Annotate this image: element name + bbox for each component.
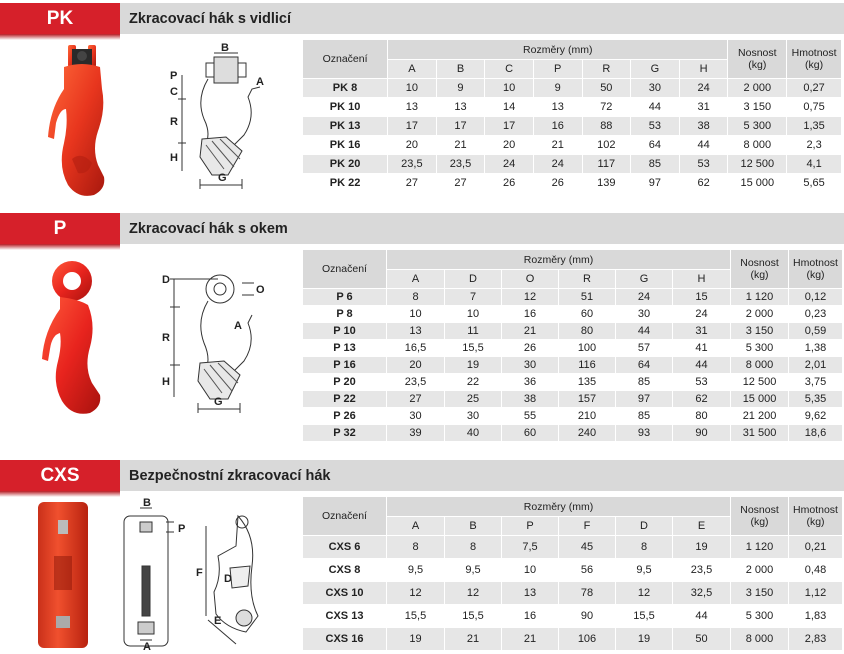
table-cell: 15,5 <box>445 605 502 628</box>
table-cell: 10 <box>387 306 445 323</box>
drawing-label-o: O <box>256 284 265 296</box>
table-cell: 5,65 <box>787 174 842 193</box>
table-cell: 8 <box>616 536 673 559</box>
table-cell: 14 <box>485 98 534 117</box>
table-cell: 19 <box>445 357 502 374</box>
table-cell: 17 <box>485 117 534 136</box>
table-cell: 1,12 <box>789 582 843 605</box>
table-cell: 116 <box>559 357 616 374</box>
table-row <box>303 174 842 193</box>
table-cell: 2 000 <box>731 559 789 582</box>
table-row <box>303 98 842 117</box>
table-cell: 30 <box>631 79 680 98</box>
product-code-cell: P 6 <box>303 289 387 306</box>
table-cell: 24 <box>679 79 728 98</box>
table-cell: 27 <box>388 174 437 193</box>
table-cell: 135 <box>559 374 616 391</box>
table-cell: 26 <box>502 340 559 357</box>
table-cell: 72 <box>582 98 631 117</box>
drawing-label-b: B <box>143 497 151 509</box>
column-header: R <box>582 60 631 79</box>
table-row <box>303 536 843 559</box>
column-header-name: Označení <box>303 40 388 79</box>
table-cell: 1,35 <box>787 117 842 136</box>
table-cell: 23,5 <box>673 559 731 582</box>
table-cell: 8 000 <box>731 357 789 374</box>
table-cell: 7 <box>445 289 502 306</box>
column-header: D <box>445 270 502 289</box>
table-row <box>303 628 843 651</box>
table-cell: 0,12 <box>789 289 843 306</box>
product-code-cell: P 8 <box>303 306 387 323</box>
table-cell: 210 <box>559 408 616 425</box>
table-cell: 15,5 <box>387 605 445 628</box>
table-cell: 31 <box>679 98 728 117</box>
table-cell: 16 <box>502 605 559 628</box>
table-cell: 97 <box>631 174 680 193</box>
product-code-cell: CXS 8 <box>303 559 387 582</box>
column-header-dimensions: Rozměry (mm) <box>388 40 728 60</box>
table-cell: 38 <box>679 117 728 136</box>
table-cell: 15 000 <box>728 174 787 193</box>
product-code-cell: P 26 <box>303 408 387 425</box>
table-cell: 85 <box>616 374 673 391</box>
table-cell: 15,5 <box>616 605 673 628</box>
column-header-dimensions: Rozměry (mm) <box>387 250 731 270</box>
table-cell: 97 <box>616 391 673 408</box>
table-cell: 40 <box>445 425 502 442</box>
table-cell: 21 <box>445 628 502 651</box>
table-cell: 12 500 <box>731 374 789 391</box>
table-row <box>303 582 843 605</box>
drawing-label-r: R <box>170 116 178 128</box>
table-cell: 60 <box>559 306 616 323</box>
table-cell: 22 <box>445 374 502 391</box>
table-row <box>303 425 843 442</box>
table-row <box>303 559 843 582</box>
table-cell: 9,5 <box>445 559 502 582</box>
column-header: A <box>387 270 445 289</box>
clevis-hook-drawing <box>160 39 275 189</box>
table-cell: 64 <box>616 357 673 374</box>
column-header-dimensions: Rozměry (mm) <box>387 497 731 517</box>
section-header-bar <box>0 213 844 244</box>
table-cell: 19 <box>673 536 731 559</box>
table-row <box>303 79 842 98</box>
table-row <box>303 357 843 374</box>
table-cell: 56 <box>559 559 616 582</box>
column-header: G <box>616 270 673 289</box>
table-cell: 23,5 <box>388 155 437 174</box>
table-cell: 0,23 <box>789 306 843 323</box>
spec-table-pk <box>302 39 842 193</box>
table-cell: 8 000 <box>728 136 787 155</box>
table-cell: 1 120 <box>731 289 789 306</box>
drawing-label-b: B <box>221 42 229 54</box>
table-cell: 80 <box>559 323 616 340</box>
table-cell: 12 <box>445 582 502 605</box>
table-cell: 23,5 <box>387 374 445 391</box>
column-header: G <box>631 60 680 79</box>
column-header-name: Označení <box>303 250 387 289</box>
table-cell: 19 <box>387 628 445 651</box>
product-code-cell: PK 16 <box>303 136 388 155</box>
table-cell: 64 <box>631 136 680 155</box>
table-cell: 45 <box>559 536 616 559</box>
column-header-load: Nosnost (kg) <box>731 497 789 536</box>
table-row <box>303 117 842 136</box>
product-code-cell: CXS 10 <box>303 582 387 605</box>
drawing-label-g: G <box>218 172 227 184</box>
table-cell: 30 <box>445 408 502 425</box>
table-cell: 139 <box>582 174 631 193</box>
table-cell: 2,83 <box>789 628 843 651</box>
table-cell: 5 300 <box>728 117 787 136</box>
column-header: C <box>485 60 534 79</box>
table-cell: 11 <box>445 323 502 340</box>
table-cell: 53 <box>673 374 731 391</box>
table-cell: 1,38 <box>789 340 843 357</box>
table-cell: 44 <box>673 357 731 374</box>
table-cell: 16 <box>502 306 559 323</box>
drawing-label-d: D <box>224 573 232 585</box>
column-header: H <box>673 270 731 289</box>
table-cell: 7,5 <box>502 536 559 559</box>
table-cell: 18,6 <box>789 425 843 442</box>
product-code-cell: CXS 13 <box>303 605 387 628</box>
table-cell: 5 300 <box>731 605 789 628</box>
table-cell: 90 <box>559 605 616 628</box>
section-code-tag: PK <box>0 3 120 34</box>
table-cell: 44 <box>631 98 680 117</box>
drawing-label-p: P <box>178 523 186 535</box>
section-header-bar <box>0 3 844 34</box>
column-header: A <box>387 517 445 536</box>
table-cell: 9 <box>533 79 582 98</box>
table-cell: 21 <box>436 136 485 155</box>
table-cell: 10 <box>485 79 534 98</box>
table-cell: 44 <box>616 323 673 340</box>
table-row <box>303 136 842 155</box>
table-cell: 0,75 <box>787 98 842 117</box>
table-cell: 57 <box>616 340 673 357</box>
column-header-weight: Hmotnost (kg) <box>789 497 843 536</box>
column-header-name: Označení <box>303 497 387 536</box>
table-cell: 13 <box>388 98 437 117</box>
table-cell: 55 <box>502 408 559 425</box>
table-cell: 24 <box>616 289 673 306</box>
table-cell: 53 <box>631 117 680 136</box>
table-cell: 30 <box>502 357 559 374</box>
table-cell: 31 <box>673 323 731 340</box>
table-cell: 13 <box>502 582 559 605</box>
table-cell: 36 <box>502 374 559 391</box>
table-row <box>303 408 843 425</box>
table-cell: 9,5 <box>616 559 673 582</box>
table-cell: 13 <box>436 98 485 117</box>
table-cell: 2 000 <box>731 306 789 323</box>
table-cell: 51 <box>559 289 616 306</box>
table-cell: 93 <box>616 425 673 442</box>
table-cell: 24 <box>673 306 731 323</box>
table-cell: 90 <box>673 425 731 442</box>
table-cell: 85 <box>631 155 680 174</box>
table-cell: 8 000 <box>731 628 789 651</box>
section-title: Zkracovací hák s okem <box>129 220 288 237</box>
table-cell: 23,5 <box>436 155 485 174</box>
table-cell: 0,48 <box>789 559 843 582</box>
table-cell: 20 <box>388 136 437 155</box>
section-code-tag: P <box>0 213 120 244</box>
drawing-label-a: A <box>256 76 264 88</box>
column-header-load: Nosnost (kg) <box>731 250 789 289</box>
table-cell: 240 <box>559 425 616 442</box>
table-cell: 26 <box>485 174 534 193</box>
table-cell: 44 <box>673 605 731 628</box>
table-cell: 10 <box>445 306 502 323</box>
table-cell: 25 <box>445 391 502 408</box>
table-cell: 12 <box>387 582 445 605</box>
table-cell: 13 <box>387 323 445 340</box>
product-code-cell: PK 20 <box>303 155 388 174</box>
table-cell: 88 <box>582 117 631 136</box>
table-cell: 0,27 <box>787 79 842 98</box>
table-cell: 0,59 <box>789 323 843 340</box>
product-code-cell: P 13 <box>303 340 387 357</box>
table-cell: 5,35 <box>789 391 843 408</box>
column-header-weight: Hmotnost (kg) <box>789 250 843 289</box>
table-cell: 9 <box>436 79 485 98</box>
column-header: R <box>559 270 616 289</box>
product-code-cell: CXS 16 <box>303 628 387 651</box>
column-header-weight: Hmotnost (kg) <box>787 40 842 79</box>
eye-hook-photo <box>38 259 118 424</box>
drawing-label-h: H <box>170 152 178 164</box>
section-code-tag: CXS <box>0 460 120 491</box>
table-cell: 17 <box>388 117 437 136</box>
table-row <box>303 306 843 323</box>
column-header: B <box>445 517 502 536</box>
table-cell: 41 <box>673 340 731 357</box>
product-code-cell: PK 10 <box>303 98 388 117</box>
table-cell: 17 <box>436 117 485 136</box>
section-title: Bezpečnostní zkracovací hák <box>129 467 331 484</box>
table-cell: 21 <box>502 323 559 340</box>
table-cell: 21 <box>502 628 559 651</box>
table-cell: 8 <box>445 536 502 559</box>
drawing-label-f: F <box>196 567 203 579</box>
product-code-cell: CXS 6 <box>303 536 387 559</box>
table-cell: 20 <box>485 136 534 155</box>
table-cell: 2,01 <box>789 357 843 374</box>
table-cell: 15,5 <box>445 340 502 357</box>
table-cell: 85 <box>616 408 673 425</box>
table-cell: 78 <box>559 582 616 605</box>
product-code-cell: P 22 <box>303 391 387 408</box>
section-pk <box>0 3 844 208</box>
table-row <box>303 340 843 357</box>
column-header: F <box>559 517 616 536</box>
table-cell: 50 <box>582 79 631 98</box>
table-cell: 21 <box>533 136 582 155</box>
column-header: P <box>533 60 582 79</box>
column-header-load: Nosnost (kg) <box>728 40 787 79</box>
product-code-cell: PK 13 <box>303 117 388 136</box>
table-cell: 1,83 <box>789 605 843 628</box>
table-cell: 30 <box>616 306 673 323</box>
clevis-hook-photo <box>42 39 122 204</box>
table-cell: 102 <box>582 136 631 155</box>
table-cell: 106 <box>559 628 616 651</box>
drawing-label-a: A <box>143 641 151 651</box>
table-cell: 60 <box>502 425 559 442</box>
section-p <box>0 213 844 443</box>
table-cell: 3 150 <box>728 98 787 117</box>
table-cell: 117 <box>582 155 631 174</box>
table-cell: 2 000 <box>728 79 787 98</box>
table-row <box>303 155 842 174</box>
table-cell: 80 <box>673 408 731 425</box>
table-cell: 100 <box>559 340 616 357</box>
table-cell: 16,5 <box>387 340 445 357</box>
table-cell: 38 <box>502 391 559 408</box>
section-cxs <box>0 460 844 654</box>
table-cell: 3 150 <box>731 582 789 605</box>
table-cell: 3,75 <box>789 374 843 391</box>
drawing-label-e: E <box>214 615 222 627</box>
product-code-cell: P 10 <box>303 323 387 340</box>
table-cell: 10 <box>388 79 437 98</box>
table-cell: 21 200 <box>731 408 789 425</box>
table-row <box>303 391 843 408</box>
column-header: H <box>679 60 728 79</box>
table-cell: 8 <box>387 536 445 559</box>
product-code-cell: PK 22 <box>303 174 388 193</box>
spec-table-cxs <box>302 496 843 651</box>
table-cell: 9,62 <box>789 408 843 425</box>
table-cell: 15 <box>673 289 731 306</box>
drawing-label-h: H <box>162 376 170 388</box>
table-cell: 157 <box>559 391 616 408</box>
table-cell: 50 <box>673 628 731 651</box>
column-header: B <box>436 60 485 79</box>
eye-hook-drawing <box>158 269 273 419</box>
drawing-label-c: C <box>170 86 178 98</box>
table-cell: 12 <box>616 582 673 605</box>
table-cell: 12 <box>502 289 559 306</box>
product-code-cell: PK 8 <box>303 79 388 98</box>
spec-table-p <box>302 249 843 442</box>
table-cell: 27 <box>387 391 445 408</box>
table-cell: 10 <box>502 559 559 582</box>
table-cell: 24 <box>485 155 534 174</box>
table-cell: 32,5 <box>673 582 731 605</box>
section-header-bar <box>0 460 844 491</box>
table-cell: 53 <box>679 155 728 174</box>
column-header: A <box>388 60 437 79</box>
column-header: O <box>502 270 559 289</box>
column-header: D <box>616 517 673 536</box>
table-cell: 30 <box>387 408 445 425</box>
table-cell: 5 300 <box>731 340 789 357</box>
table-cell: 3 150 <box>731 323 789 340</box>
table-row <box>303 374 843 391</box>
drawing-label-p: P <box>170 70 178 82</box>
drawing-label-g: G <box>214 396 223 408</box>
product-code-cell: P 16 <box>303 357 387 374</box>
table-cell: 9,5 <box>387 559 445 582</box>
table-cell: 13 <box>533 98 582 117</box>
table-cell: 27 <box>436 174 485 193</box>
table-cell: 62 <box>679 174 728 193</box>
drawing-label-a: A <box>234 320 242 332</box>
table-cell: 31 500 <box>731 425 789 442</box>
column-header: E <box>673 517 731 536</box>
table-cell: 20 <box>387 357 445 374</box>
table-cell: 24 <box>533 155 582 174</box>
table-row <box>303 323 843 340</box>
table-cell: 15 000 <box>731 391 789 408</box>
drawing-label-d: D <box>162 274 170 286</box>
table-cell: 19 <box>616 628 673 651</box>
table-cell: 4,1 <box>787 155 842 174</box>
product-code-cell: P 20 <box>303 374 387 391</box>
table-row <box>303 605 843 628</box>
safety-hook-photo <box>34 496 96 652</box>
column-header: P <box>502 517 559 536</box>
table-cell: 26 <box>533 174 582 193</box>
table-cell: 0,21 <box>789 536 843 559</box>
table-row <box>303 289 843 306</box>
product-code-cell: P 32 <box>303 425 387 442</box>
section-title: Zkracovací hák s vidlicí <box>129 10 292 27</box>
drawing-label-r: R <box>162 332 170 344</box>
table-cell: 16 <box>533 117 582 136</box>
table-cell: 12 500 <box>728 155 787 174</box>
table-cell: 1 120 <box>731 536 789 559</box>
table-cell: 2,3 <box>787 136 842 155</box>
table-cell: 44 <box>679 136 728 155</box>
table-cell: 39 <box>387 425 445 442</box>
safety-hook-drawing <box>118 496 283 651</box>
table-cell: 62 <box>673 391 731 408</box>
table-cell: 8 <box>387 289 445 306</box>
